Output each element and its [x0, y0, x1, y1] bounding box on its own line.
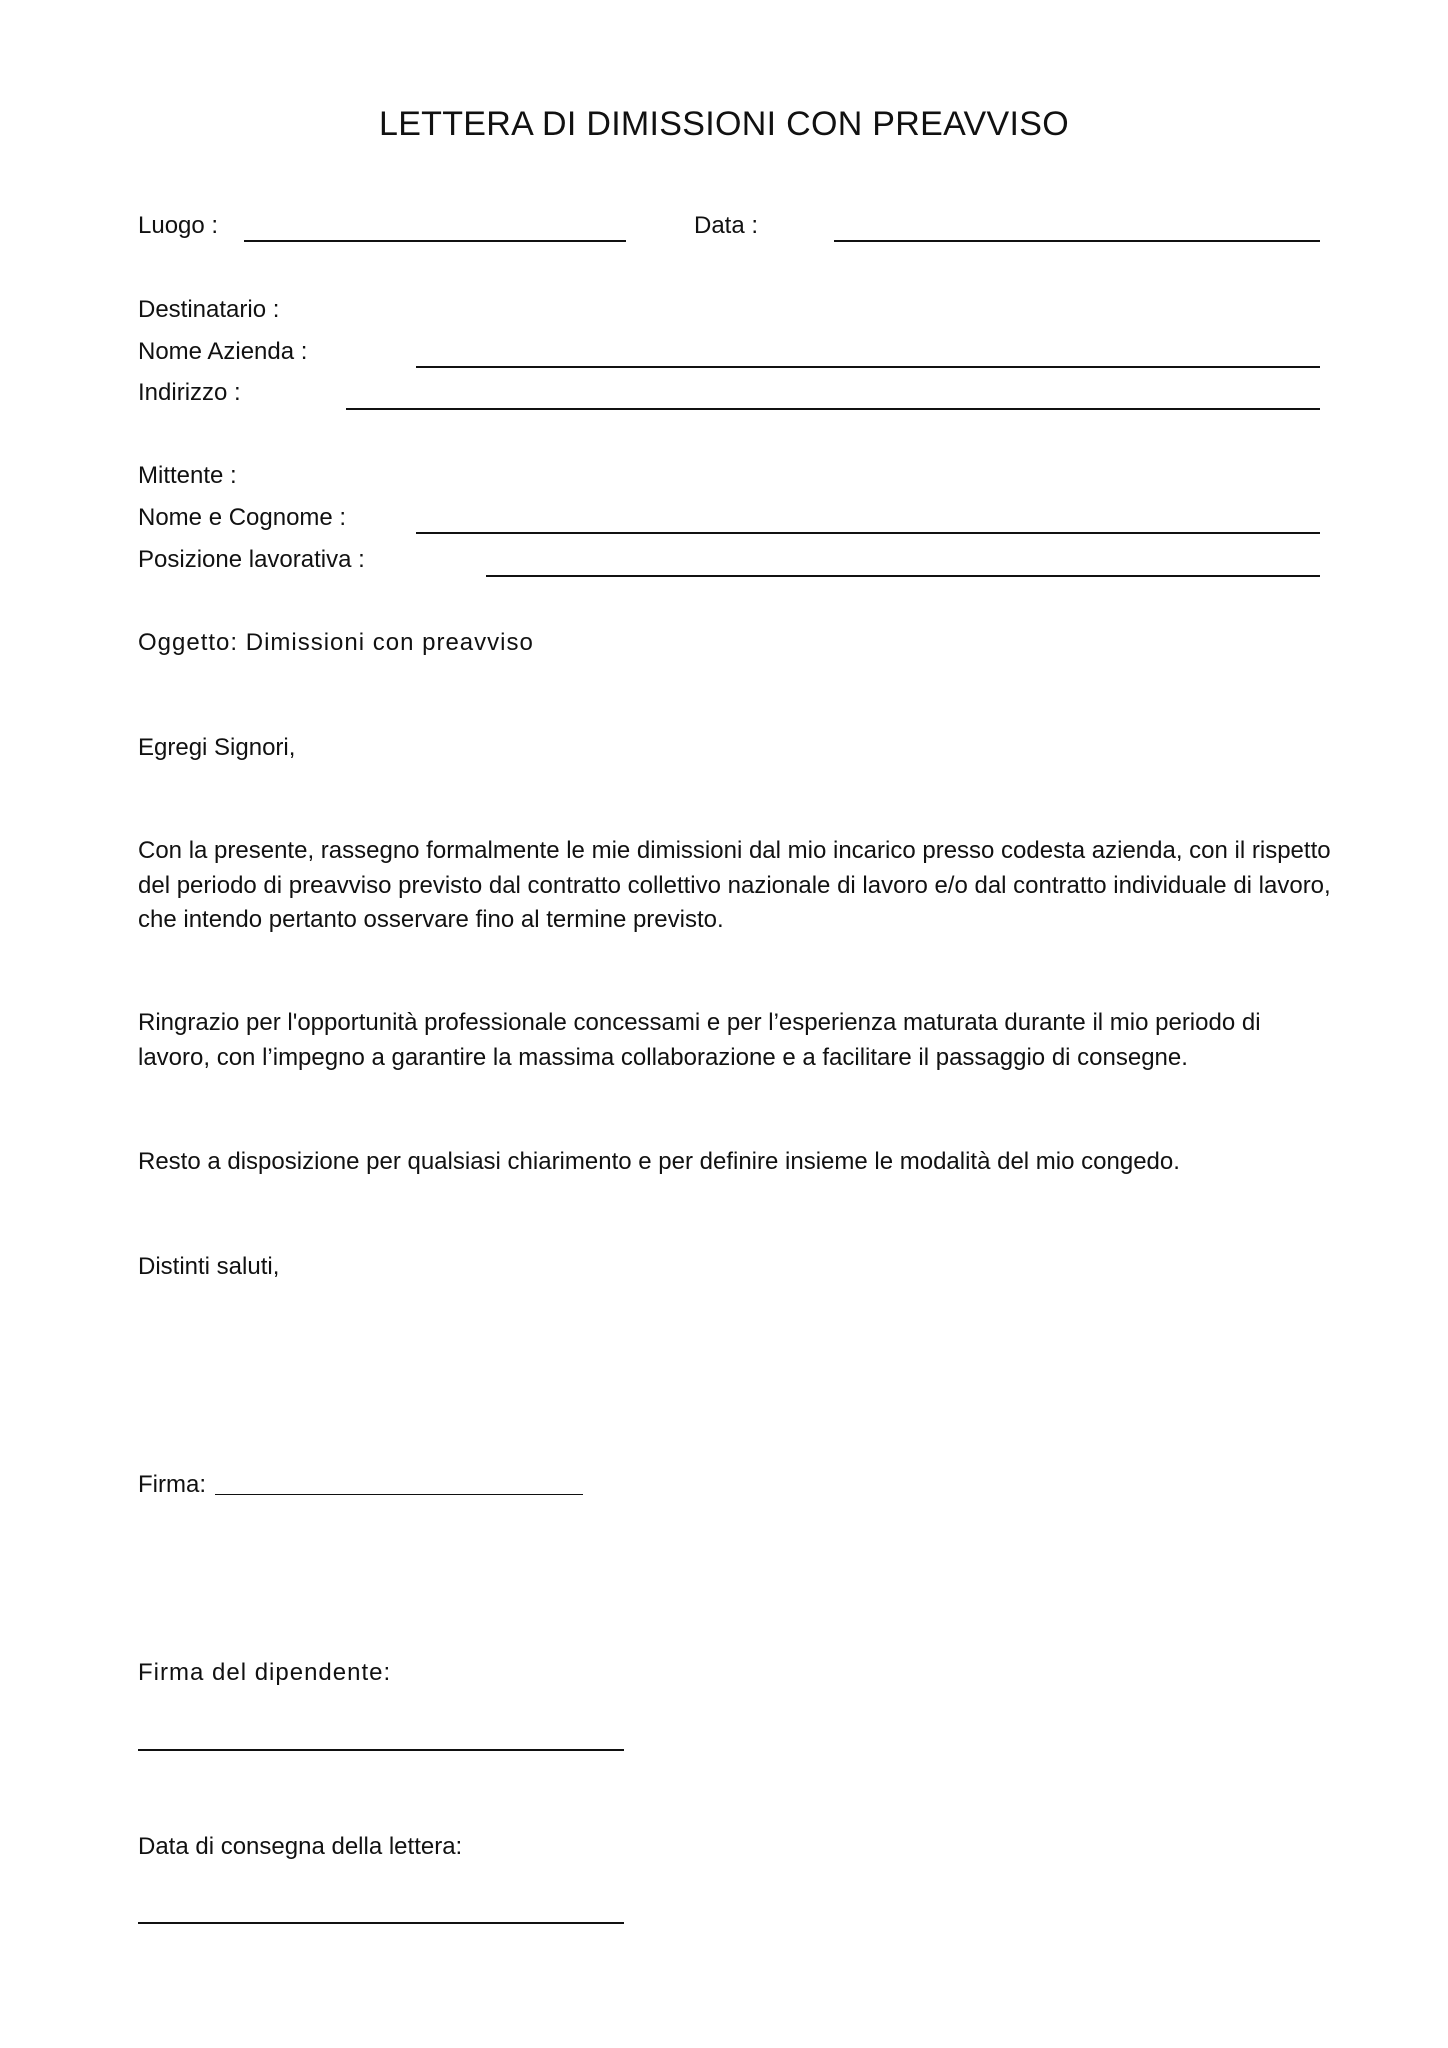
body-paragraph: Con la presente, rassegno formalmente le mie dimissioni dal mio incarico presso codesta azienda, con il rispetto del periodo di preavviso previsto dal contratto collettivo nazionale di lavoro e/o dal contratto individuale di lavoro, che intendo pertanto osservare fino al termine previsto. — [138, 837, 1331, 933]
delivery-date-label: Data di consegna della lettera: — [138, 1833, 463, 1860]
date-label: Data : — [694, 212, 759, 239]
employee-signature-field-line[interactable] — [138, 1749, 624, 1751]
employee-signature-label: Firma del dipendente: — [138, 1659, 392, 1686]
job-position-label: Posizione lavorativa : — [138, 546, 365, 573]
place-label: Luogo : — [138, 212, 219, 239]
recipient-heading: Destinatario : — [138, 296, 280, 323]
closing: Distinti saluti, — [138, 1253, 280, 1280]
subject-line: Oggetto: Dimissioni con preavviso — [138, 629, 534, 656]
sender-name-field-line[interactable] — [416, 532, 1320, 534]
salutation: Egregi Signori, — [138, 734, 296, 761]
sender-heading: Mittente : — [138, 462, 237, 489]
body-paragraph: Ringrazio per l'opportunità professionale concessami e per l’esperienza maturata durante il mio periodo di lavoro, con l’impegno a garantire la massima collaborazione e a facilitare il passaggio di consegne. — [138, 1009, 1261, 1071]
delivery-date-field-line[interactable] — [138, 1922, 624, 1924]
signature-field-line[interactable] — [215, 1494, 583, 1495]
address-label: Indirizzo : — [138, 379, 241, 406]
place-field-line[interactable] — [244, 240, 626, 242]
address-field-line[interactable] — [346, 408, 1320, 410]
sender-name-label: Nome e Cognome : — [138, 504, 347, 531]
job-position-field-line[interactable] — [486, 575, 1320, 577]
company-name-label: Nome Azienda : — [138, 338, 308, 365]
signature-label: Firma: — [138, 1471, 206, 1498]
body-paragraph: Resto a disposizione per qualsiasi chiarimento e per definire insieme le modalità del mio congedo. — [138, 1148, 1180, 1175]
document-title: LETTERA DI DIMISSIONI CON PREAVVISO — [378, 105, 1069, 143]
company-name-field-line[interactable] — [416, 366, 1320, 368]
date-field-line[interactable] — [834, 240, 1320, 242]
